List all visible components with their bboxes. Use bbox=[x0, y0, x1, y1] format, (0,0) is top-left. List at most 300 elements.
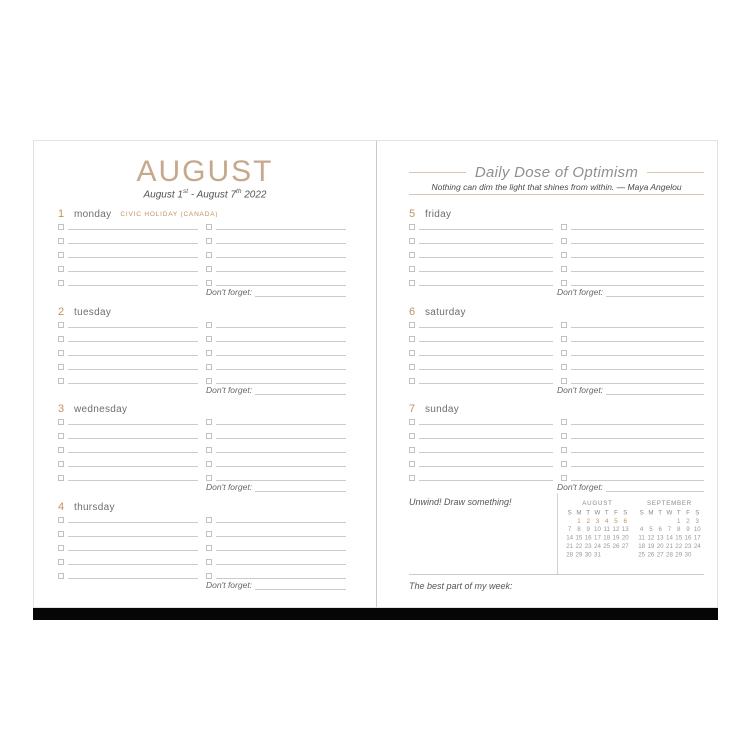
writing-line[interactable] bbox=[68, 243, 198, 244]
writing-line[interactable] bbox=[68, 424, 198, 425]
mini-calendar-day: 13 bbox=[621, 526, 629, 534]
day-block-friday bbox=[409, 204, 704, 301]
mini-calendar-day: 28 bbox=[566, 551, 574, 559]
writing-line[interactable] bbox=[216, 229, 346, 230]
writing-line[interactable] bbox=[68, 466, 198, 467]
checkbox[interactable] bbox=[409, 364, 415, 370]
mini-calendar-day bbox=[602, 551, 611, 559]
writing-line[interactable] bbox=[571, 355, 705, 356]
task-row bbox=[58, 342, 198, 356]
mini-calendar-day: 4 bbox=[639, 526, 644, 534]
task-row bbox=[206, 523, 346, 537]
mini-calendar-dow: S bbox=[623, 509, 628, 517]
mini-calendar-day: 23 bbox=[684, 542, 692, 551]
holiday-note: CIVIC HOLIDAY (CANADA) bbox=[120, 211, 219, 218]
mini-calendar-day: 27 bbox=[621, 542, 629, 551]
writing-line[interactable] bbox=[571, 341, 705, 342]
day-name: tuesday bbox=[74, 307, 112, 318]
writing-line[interactable] bbox=[68, 285, 198, 286]
day-name: friday bbox=[425, 209, 452, 220]
mini-calendar-dow: W bbox=[666, 509, 673, 517]
mini-calendar-day: 28 bbox=[666, 551, 673, 559]
mini-calendar-day: 13 bbox=[656, 534, 664, 542]
mini-calendar-day: 15 bbox=[575, 534, 583, 542]
writing-line[interactable] bbox=[419, 285, 553, 286]
checkbox[interactable] bbox=[58, 517, 64, 523]
task-row bbox=[58, 565, 198, 579]
checkbox[interactable] bbox=[58, 252, 64, 258]
mini-calendar-day: 22 bbox=[575, 542, 583, 551]
dont-forget-label: Don't forget: bbox=[206, 287, 253, 297]
writing-line[interactable] bbox=[571, 229, 705, 230]
mini-calendar-day: 23 bbox=[584, 542, 592, 551]
mini-calendar-day: 19 bbox=[612, 534, 620, 542]
day-number: 5 bbox=[409, 208, 416, 220]
writing-line[interactable] bbox=[419, 452, 553, 453]
mini-calendar-dow: T bbox=[604, 509, 609, 517]
mini-calendar-day bbox=[621, 551, 630, 559]
mini-calendar-day: 12 bbox=[612, 526, 620, 534]
page-gutter-line bbox=[376, 141, 377, 607]
writing-line[interactable] bbox=[419, 438, 553, 439]
day-number: 7 bbox=[409, 403, 416, 415]
dont-forget-row bbox=[206, 579, 346, 590]
header-rule bbox=[409, 194, 704, 195]
writing-line[interactable] bbox=[216, 341, 346, 342]
task-row bbox=[206, 425, 346, 439]
writing-line[interactable] bbox=[571, 438, 705, 439]
writing-line[interactable] bbox=[216, 355, 346, 356]
writing-line[interactable] bbox=[216, 550, 346, 551]
checkbox[interactable] bbox=[206, 419, 212, 425]
checkbox[interactable] bbox=[561, 461, 567, 467]
subtitle-part: - August 7 bbox=[188, 189, 237, 201]
mini-calendar-day: 16 bbox=[684, 534, 692, 542]
task-row bbox=[561, 244, 705, 258]
checkbox[interactable] bbox=[561, 252, 567, 258]
task-row bbox=[206, 370, 346, 384]
task-row bbox=[561, 328, 705, 342]
mini-calendar-day: 31 bbox=[594, 551, 601, 559]
task-row bbox=[409, 453, 553, 467]
checkbox[interactable] bbox=[409, 419, 415, 425]
writing-line[interactable] bbox=[571, 466, 705, 467]
mini-calendar-day: 2 bbox=[586, 517, 590, 525]
header-flank-line bbox=[409, 172, 466, 173]
writing-line[interactable] bbox=[419, 257, 553, 258]
mini-calendar-day: 22 bbox=[675, 542, 683, 551]
optimism-title: Daily Dose of Optimism bbox=[474, 164, 639, 181]
checkbox[interactable] bbox=[206, 322, 212, 328]
day-block-sunday bbox=[409, 399, 704, 496]
task-row bbox=[58, 328, 198, 342]
task-row bbox=[409, 272, 553, 286]
writing-line[interactable] bbox=[571, 452, 705, 453]
task-row bbox=[561, 411, 705, 425]
checkbox[interactable] bbox=[409, 252, 415, 258]
checkbox[interactable] bbox=[58, 475, 64, 481]
task-row bbox=[206, 509, 346, 523]
checkbox[interactable] bbox=[58, 531, 64, 537]
writing-line[interactable] bbox=[68, 550, 198, 551]
checkbox[interactable] bbox=[561, 238, 567, 244]
mini-calendar-day: 6 bbox=[623, 517, 627, 525]
mini-calendar-september bbox=[637, 500, 702, 559]
checkbox[interactable] bbox=[58, 364, 64, 370]
dont-forget-line[interactable] bbox=[606, 491, 704, 492]
mini-calendar-day: 21 bbox=[666, 542, 673, 551]
task-row bbox=[206, 537, 346, 551]
task-row bbox=[58, 453, 198, 467]
optimism-header bbox=[409, 164, 704, 181]
task-row bbox=[58, 551, 198, 565]
day-name: wednesday bbox=[74, 404, 128, 415]
task-row bbox=[206, 551, 346, 565]
mini-calendar-dow: F bbox=[614, 509, 618, 517]
writing-line[interactable] bbox=[419, 466, 553, 467]
task-row bbox=[409, 425, 553, 439]
day-name: saturday bbox=[425, 307, 466, 318]
checkbox[interactable] bbox=[561, 266, 567, 272]
writing-line[interactable] bbox=[68, 257, 198, 258]
day-block-tuesday bbox=[58, 302, 346, 399]
writing-line[interactable] bbox=[216, 369, 346, 370]
task-row bbox=[206, 216, 346, 230]
day-header bbox=[409, 302, 466, 318]
calendar-divider-line bbox=[557, 493, 558, 574]
mini-calendar-dow: T bbox=[676, 509, 681, 517]
writing-line[interactable] bbox=[216, 452, 346, 453]
mini-calendar-title: SEPTEMBER bbox=[646, 500, 693, 508]
checkbox[interactable] bbox=[206, 559, 212, 565]
mini-calendar-day bbox=[611, 551, 620, 559]
writing-line[interactable] bbox=[419, 424, 553, 425]
checkbox[interactable] bbox=[206, 266, 212, 272]
task-row bbox=[206, 439, 346, 453]
writing-line[interactable] bbox=[216, 438, 346, 439]
writing-line[interactable] bbox=[571, 369, 705, 370]
writing-line[interactable] bbox=[419, 341, 553, 342]
mini-calendar-day: 11 bbox=[638, 534, 645, 542]
checkbox[interactable] bbox=[561, 350, 567, 356]
writing-line[interactable] bbox=[68, 229, 198, 230]
task-row bbox=[409, 467, 553, 481]
checkbox[interactable] bbox=[206, 224, 212, 230]
task-row bbox=[561, 439, 705, 453]
checkbox[interactable] bbox=[58, 336, 64, 342]
writing-line[interactable] bbox=[216, 466, 346, 467]
task-row bbox=[206, 258, 346, 272]
writing-line[interactable] bbox=[571, 327, 705, 328]
mini-calendar-day: 24 bbox=[693, 542, 701, 551]
writing-line[interactable] bbox=[216, 243, 346, 244]
mini-calendar-day: 5 bbox=[649, 526, 653, 534]
checkbox[interactable] bbox=[58, 378, 64, 384]
checkbox[interactable] bbox=[409, 447, 415, 453]
writing-line[interactable] bbox=[68, 271, 198, 272]
checkbox[interactable] bbox=[58, 322, 64, 328]
writing-line[interactable] bbox=[419, 369, 553, 370]
task-row bbox=[561, 216, 705, 230]
mini-calendar-day: 1 bbox=[677, 517, 681, 525]
task-row bbox=[206, 230, 346, 244]
mini-calendar-day bbox=[693, 551, 702, 559]
checkbox[interactable] bbox=[206, 433, 212, 439]
task-row bbox=[58, 230, 198, 244]
mini-calendar-day: 25 bbox=[638, 551, 646, 559]
task-row bbox=[206, 356, 346, 370]
dont-forget-label: Don't forget: bbox=[206, 580, 253, 590]
checkbox[interactable] bbox=[409, 266, 415, 272]
mini-calendar-day bbox=[656, 517, 665, 525]
task-row bbox=[409, 216, 553, 230]
checkbox[interactable] bbox=[409, 322, 415, 328]
day-block-wednesday bbox=[58, 399, 346, 496]
dont-forget-line[interactable] bbox=[255, 296, 346, 297]
checkbox[interactable] bbox=[409, 280, 415, 286]
writing-line[interactable] bbox=[68, 355, 198, 356]
day-number: 6 bbox=[409, 306, 416, 318]
checkbox[interactable] bbox=[561, 419, 567, 425]
dont-forget-row bbox=[206, 481, 346, 492]
checkbox[interactable] bbox=[58, 238, 64, 244]
mini-calendar-day: 14 bbox=[666, 534, 673, 542]
day-header bbox=[409, 204, 452, 220]
task-row bbox=[58, 370, 198, 384]
mini-calendar-day: 14 bbox=[566, 534, 574, 542]
checkbox[interactable] bbox=[561, 364, 567, 370]
task-row bbox=[58, 314, 198, 328]
best-part-rule bbox=[409, 574, 704, 575]
task-row bbox=[561, 370, 705, 384]
mini-calendar-dow: T bbox=[658, 509, 663, 517]
checkbox[interactable] bbox=[409, 475, 415, 481]
task-row bbox=[206, 244, 346, 258]
mini-calendar-day: 30 bbox=[684, 551, 692, 559]
day-number: 4 bbox=[58, 501, 65, 513]
mini-calendar-day: 25 bbox=[603, 542, 611, 551]
task-row bbox=[206, 272, 346, 286]
optimism-quote: Nothing can dim the light that shines from within. — Maya Angelou bbox=[431, 182, 682, 192]
day-block-thursday bbox=[58, 497, 346, 594]
writing-line[interactable] bbox=[216, 424, 346, 425]
checkbox[interactable] bbox=[206, 531, 212, 537]
writing-line[interactable] bbox=[216, 327, 346, 328]
checkbox[interactable] bbox=[58, 350, 64, 356]
task-row bbox=[409, 328, 553, 342]
planner-spread bbox=[33, 140, 718, 608]
mini-calendar-day: 7 bbox=[667, 526, 672, 534]
mini-calendar-day: 7 bbox=[567, 526, 572, 534]
task-row bbox=[409, 258, 553, 272]
checkbox[interactable] bbox=[58, 545, 64, 551]
writing-line[interactable] bbox=[419, 383, 553, 384]
checkbox[interactable] bbox=[409, 461, 415, 467]
day-header bbox=[58, 204, 219, 220]
day-number: 2 bbox=[58, 306, 65, 318]
writing-line[interactable] bbox=[68, 327, 198, 328]
day-header bbox=[58, 399, 128, 415]
checkbox[interactable] bbox=[206, 447, 212, 453]
day-name: monday bbox=[74, 209, 112, 220]
writing-line[interactable] bbox=[68, 438, 198, 439]
task-row bbox=[561, 356, 705, 370]
writing-line[interactable] bbox=[68, 480, 198, 481]
unwind-prompt: Unwind! Draw something! bbox=[409, 497, 512, 507]
writing-line[interactable] bbox=[68, 452, 198, 453]
checkbox[interactable] bbox=[58, 559, 64, 565]
writing-line[interactable] bbox=[68, 536, 198, 537]
mini-calendar-day: 26 bbox=[647, 551, 655, 559]
checkbox[interactable] bbox=[561, 336, 567, 342]
subtitle-superscript: st bbox=[182, 188, 189, 195]
mini-calendar-day: 18 bbox=[603, 534, 611, 542]
checkbox[interactable] bbox=[206, 461, 212, 467]
checkbox[interactable] bbox=[561, 322, 567, 328]
checkbox[interactable] bbox=[409, 224, 415, 230]
task-row bbox=[58, 356, 198, 370]
writing-line[interactable] bbox=[216, 257, 346, 258]
checkbox[interactable] bbox=[206, 517, 212, 523]
task-row bbox=[58, 425, 198, 439]
dont-forget-line[interactable] bbox=[255, 589, 346, 590]
writing-line[interactable] bbox=[419, 271, 553, 272]
mini-calendar-day: 24 bbox=[594, 542, 601, 551]
checkbox[interactable] bbox=[561, 433, 567, 439]
writing-line[interactable] bbox=[216, 522, 346, 523]
writing-line[interactable] bbox=[419, 243, 553, 244]
writing-line[interactable] bbox=[571, 271, 705, 272]
writing-line[interactable] bbox=[419, 355, 553, 356]
dont-forget-line[interactable] bbox=[606, 296, 704, 297]
day-name: sunday bbox=[425, 404, 460, 415]
task-row bbox=[561, 453, 705, 467]
checkbox[interactable] bbox=[409, 378, 415, 384]
writing-line[interactable] bbox=[419, 229, 553, 230]
checkbox[interactable] bbox=[58, 433, 64, 439]
writing-line[interactable] bbox=[571, 257, 705, 258]
task-row bbox=[58, 258, 198, 272]
writing-line[interactable] bbox=[68, 564, 198, 565]
checkbox[interactable] bbox=[58, 461, 64, 467]
writing-line[interactable] bbox=[419, 327, 553, 328]
mini-calendar-day: 15 bbox=[675, 534, 683, 542]
task-row bbox=[206, 328, 346, 342]
writing-line[interactable] bbox=[571, 424, 705, 425]
mini-calendar-day: 10 bbox=[693, 526, 701, 534]
mini-calendar-dow: W bbox=[594, 509, 601, 517]
checkbox[interactable] bbox=[58, 419, 64, 425]
checkbox[interactable] bbox=[58, 266, 64, 272]
day-header bbox=[58, 302, 112, 318]
checkbox[interactable] bbox=[58, 573, 64, 579]
dont-forget-label: Don't forget: bbox=[557, 385, 604, 395]
writing-line[interactable] bbox=[68, 578, 198, 579]
mini-calendar-day: 8 bbox=[677, 526, 681, 534]
mini-calendar-day: 12 bbox=[647, 534, 655, 542]
mini-calendar-title: AUGUST bbox=[582, 500, 613, 508]
mini-calendar-day: 30 bbox=[584, 551, 592, 559]
writing-line[interactable] bbox=[216, 536, 346, 537]
checkbox[interactable] bbox=[409, 238, 415, 244]
mini-calendar-dow: S bbox=[639, 509, 644, 517]
task-row bbox=[58, 439, 198, 453]
checkbox[interactable] bbox=[561, 224, 567, 230]
dont-forget-line[interactable] bbox=[255, 491, 346, 492]
mini-calendar-day: 10 bbox=[594, 526, 601, 534]
dont-forget-label: Don't forget: bbox=[557, 287, 604, 297]
mini-calendar-dow: M bbox=[576, 509, 582, 517]
checkbox[interactable] bbox=[206, 350, 212, 356]
task-row bbox=[561, 314, 705, 328]
mini-calendar-day bbox=[637, 517, 646, 525]
mini-calendar-day bbox=[646, 517, 655, 525]
writing-line[interactable] bbox=[68, 383, 198, 384]
checkbox[interactable] bbox=[561, 447, 567, 453]
dont-forget-line[interactable] bbox=[255, 394, 346, 395]
dont-forget-row bbox=[557, 481, 704, 492]
checkbox[interactable] bbox=[58, 224, 64, 230]
day-name: thursday bbox=[74, 502, 115, 513]
checkbox[interactable] bbox=[58, 280, 64, 286]
writing-line[interactable] bbox=[571, 243, 705, 244]
day-header bbox=[58, 497, 115, 513]
writing-line[interactable] bbox=[216, 564, 346, 565]
mini-calendar-day: 9 bbox=[686, 526, 690, 534]
checkbox[interactable] bbox=[206, 364, 212, 370]
checkbox[interactable] bbox=[206, 545, 212, 551]
task-row bbox=[206, 342, 346, 356]
writing-line[interactable] bbox=[419, 480, 553, 481]
task-row bbox=[409, 439, 553, 453]
mini-calendar-day bbox=[665, 517, 674, 525]
writing-line[interactable] bbox=[68, 522, 198, 523]
checkbox[interactable] bbox=[58, 447, 64, 453]
day-number: 1 bbox=[58, 208, 65, 220]
mini-calendar-day: 20 bbox=[621, 534, 629, 542]
task-row bbox=[561, 258, 705, 272]
checkbox[interactable] bbox=[206, 336, 212, 342]
checkbox[interactable] bbox=[206, 238, 212, 244]
mini-calendar-day: 1 bbox=[577, 517, 581, 525]
mini-calendar-day bbox=[565, 517, 574, 525]
mini-calendar-grid bbox=[637, 508, 702, 559]
mini-calendar-dow: S bbox=[695, 509, 700, 517]
writing-line[interactable] bbox=[216, 271, 346, 272]
mini-calendar-day: 29 bbox=[675, 551, 683, 559]
task-row bbox=[206, 314, 346, 328]
dont-forget-label: Don't forget: bbox=[557, 482, 604, 492]
day-number: 3 bbox=[58, 403, 65, 415]
task-row bbox=[58, 411, 198, 425]
mini-calendar-august bbox=[565, 500, 630, 559]
subtitle-superscript: th bbox=[236, 188, 242, 195]
checkbox[interactable] bbox=[409, 433, 415, 439]
writing-line[interactable] bbox=[68, 369, 198, 370]
checkbox[interactable] bbox=[409, 350, 415, 356]
mini-calendar-day: 29 bbox=[575, 551, 583, 559]
mini-calendar-day: 3 bbox=[595, 517, 600, 525]
mini-calendar-day: 8 bbox=[577, 526, 581, 534]
dont-forget-line[interactable] bbox=[606, 394, 704, 395]
subtitle-part: August 1 bbox=[143, 189, 183, 201]
dont-forget-label: Don't forget: bbox=[206, 482, 253, 492]
checkbox[interactable] bbox=[409, 336, 415, 342]
task-row bbox=[409, 314, 553, 328]
checkbox[interactable] bbox=[206, 252, 212, 258]
writing-line[interactable] bbox=[68, 341, 198, 342]
task-row bbox=[58, 523, 198, 537]
